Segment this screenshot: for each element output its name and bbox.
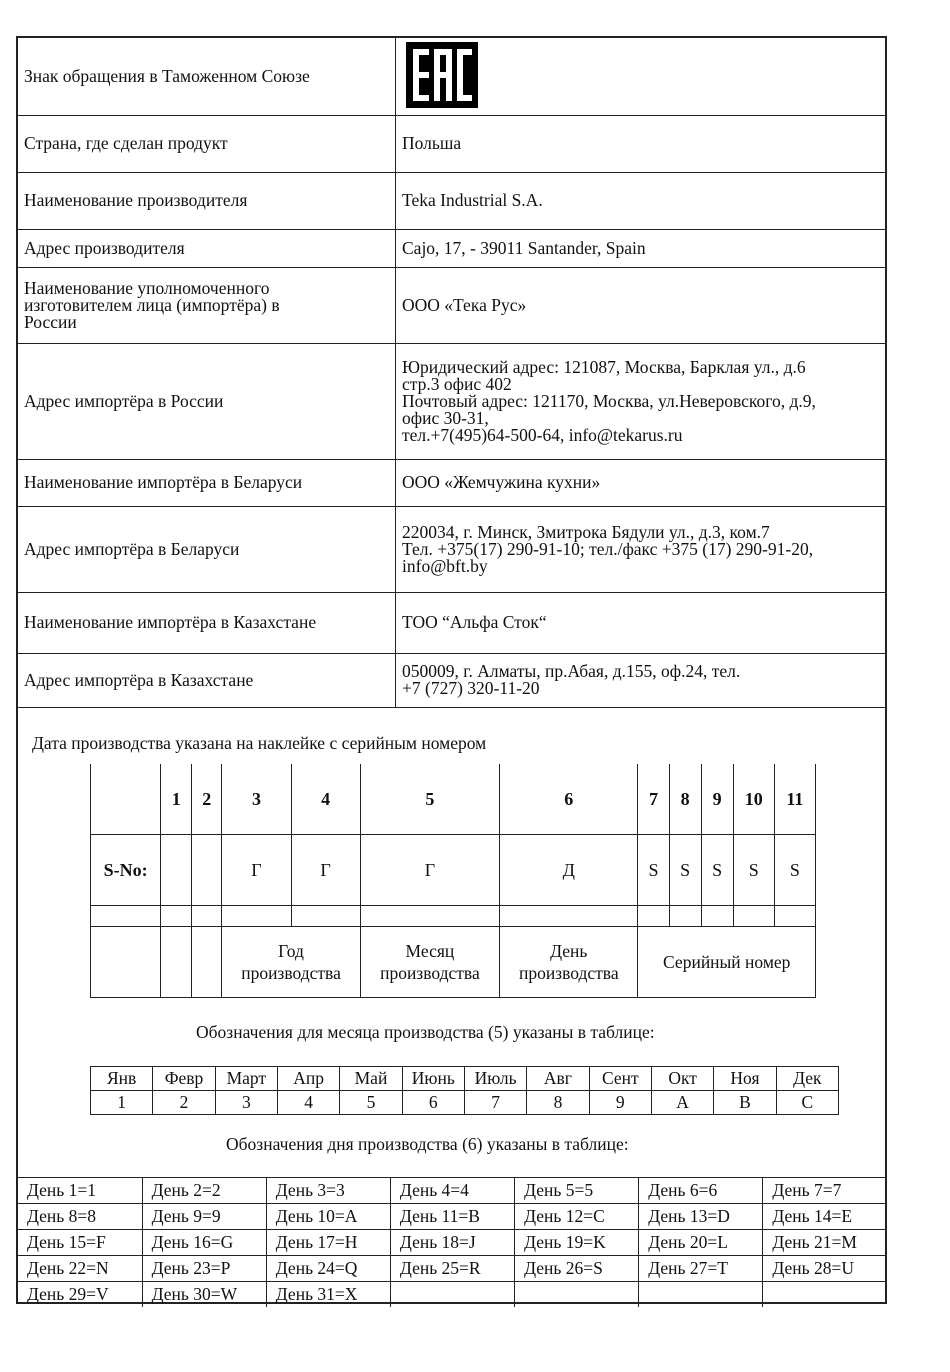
group-month: Месяц производства	[360, 927, 499, 998]
day-cell: День 12=C	[515, 1204, 639, 1230]
day-cell: День 6=6	[639, 1178, 763, 1204]
info-row	[18, 115, 885, 172]
code-cell: Г	[222, 835, 291, 906]
day-cell: День 22=N	[18, 1256, 142, 1282]
day-cell: День 31=X	[266, 1282, 390, 1308]
day-cell: День 7=7	[763, 1178, 887, 1204]
month-code: 8	[527, 1091, 589, 1115]
days-row	[18, 1282, 887, 1308]
serial-number-table	[90, 764, 816, 998]
month-code: 4	[277, 1091, 339, 1115]
info-value: ООО «Жемчужина кухни»	[396, 459, 886, 506]
month-code: 6	[402, 1091, 464, 1115]
days-row	[18, 1230, 887, 1256]
days-table	[18, 1177, 887, 1307]
info-value: Teka Industrial S.A.	[396, 172, 886, 229]
info-value	[396, 38, 886, 115]
info-row	[18, 592, 885, 653]
month-name: Сент	[589, 1067, 651, 1091]
info-row	[18, 653, 885, 707]
month-name: Авг	[527, 1067, 589, 1091]
group-day: День производства	[500, 927, 638, 998]
day-cell: День 10=A	[266, 1204, 390, 1230]
code-cell	[192, 835, 222, 906]
info-label: Адрес импортёра в Беларуси	[18, 506, 396, 592]
day-cell: День 4=4	[390, 1178, 514, 1204]
position-cell: 8	[669, 764, 701, 835]
months-table	[90, 1066, 839, 1115]
days-row	[18, 1256, 887, 1282]
month-name: Ноя	[714, 1067, 776, 1091]
month-code: 9	[589, 1091, 651, 1115]
day-cell: День 23=P	[142, 1256, 266, 1282]
day-cell: День 15=F	[18, 1230, 142, 1256]
month-code: B	[714, 1091, 776, 1115]
info-value: 220034, г. Минск, Змитрока Бядули ул., д.3, ком.7 Тел. +375(17) 290-91-10; тел./факс +375 (17) 290-91-20, info@bft.by	[396, 506, 886, 592]
day-cell: День 13=D	[639, 1204, 763, 1230]
info-label: Знак обращения в Таможенном Союзе	[18, 38, 396, 115]
info-row	[18, 229, 885, 267]
day-cell: День 25=R	[390, 1256, 514, 1282]
info-value: ООО «Тека Рус»	[396, 267, 886, 343]
position-cell: 5	[360, 764, 499, 835]
day-cell: День 11=B	[390, 1204, 514, 1230]
day-cell: День 26=S	[515, 1256, 639, 1282]
info-label: Наименование импортёра в Беларуси	[18, 459, 396, 506]
day-cell: День 29=V	[18, 1282, 142, 1308]
month-code: 3	[215, 1091, 277, 1115]
day-cell: День 18=J	[390, 1230, 514, 1256]
day-cell: День 28=U	[763, 1256, 887, 1282]
days-caption: Обозначения дня производства (6) указаны в таблице:	[226, 1134, 629, 1154]
month-code: A	[651, 1091, 713, 1115]
code-cell: Д	[500, 835, 638, 906]
info-label: Адрес производителя	[18, 229, 396, 267]
position-cell: 4	[291, 764, 360, 835]
day-cell: День 3=3	[266, 1178, 390, 1204]
serial-groups-row	[91, 927, 816, 998]
info-label: Адрес импортёра в Казахстане	[18, 653, 396, 707]
code-cell	[161, 835, 192, 906]
day-cell: День 2=2	[142, 1178, 266, 1204]
day-cell: День 14=E	[763, 1204, 887, 1230]
code-cell: S	[638, 835, 669, 906]
day-cell: День 20=L	[639, 1230, 763, 1256]
info-value: Польша	[396, 115, 886, 172]
info-label: Наименование уполномоченного изготовителем лица (импортёра) в России	[18, 267, 396, 343]
position-cell: 6	[500, 764, 638, 835]
position-cell: 9	[701, 764, 733, 835]
month-name: Июль	[464, 1067, 526, 1091]
info-row	[18, 459, 885, 506]
group-year: Год производства	[222, 927, 360, 998]
day-cell: День 27=T	[639, 1256, 763, 1282]
day-cell	[515, 1282, 639, 1308]
code-cell: Г	[291, 835, 360, 906]
month-name: Дек	[776, 1067, 838, 1091]
day-cell: День 5=5	[515, 1178, 639, 1204]
info-value: ТОО “Альфа Сток“	[396, 592, 886, 653]
code-cell: S	[669, 835, 701, 906]
months-names-row	[91, 1067, 839, 1091]
day-cell: День 8=8	[18, 1204, 142, 1230]
info-value: Юридический адрес: 121087, Москва, Барклая ул., д.6 стр.3 офис 402 Почтовый адрес: 121170, Москва, ул.Неверовского, д.9, офис 30-31, тел.+7(495)64-500-64, info@tekarus.ru	[396, 343, 886, 459]
month-name: Янв	[91, 1067, 153, 1091]
month-code: 7	[464, 1091, 526, 1115]
info-label: Адрес импортёра в России	[18, 343, 396, 459]
serial-caption: Дата производства указана на наклейке с серийным номером	[32, 733, 487, 753]
day-cell: День 30=W	[142, 1282, 266, 1308]
info-value: 050009, г. Алматы, пр.Абая, д.155, оф.24, тел. +7 (727) 320-11-20	[396, 653, 886, 707]
month-name: Окт	[651, 1067, 713, 1091]
code-cell: S	[774, 835, 815, 906]
info-row	[18, 38, 885, 115]
months-caption: Обозначения для месяца производства (5) указаны в таблице:	[196, 1022, 655, 1042]
position-cell: 7	[638, 764, 669, 835]
months-codes-row	[91, 1091, 839, 1115]
month-name: Апр	[277, 1067, 339, 1091]
days-row	[18, 1204, 887, 1230]
position-cell: 11	[774, 764, 815, 835]
day-cell: День 24=Q	[266, 1256, 390, 1282]
info-label: Наименование производителя	[18, 172, 396, 229]
month-code: 1	[91, 1091, 153, 1115]
position-cell: 10	[733, 764, 774, 835]
info-row	[18, 506, 885, 592]
serial-codes-row	[91, 835, 816, 906]
day-cell: День 17=H	[266, 1230, 390, 1256]
info-value: Cajo, 17, - 39011 Santander, Spain	[396, 229, 886, 267]
month-code: 2	[153, 1091, 215, 1115]
day-cell: День 19=K	[515, 1230, 639, 1256]
day-cell: День 16=G	[142, 1230, 266, 1256]
day-cell	[390, 1282, 514, 1308]
days-row	[18, 1178, 887, 1204]
day-cell: День 1=1	[18, 1178, 142, 1204]
product-info-table	[18, 38, 885, 708]
eac-mark-icon	[406, 42, 478, 108]
day-cell	[763, 1282, 887, 1308]
info-label: Наименование импортёра в Казахстане	[18, 592, 396, 653]
month-name: Май	[340, 1067, 402, 1091]
position-cell: 2	[192, 764, 222, 835]
serial-spacer-row	[91, 906, 816, 927]
info-label: Страна, где сделан продукт	[18, 115, 396, 172]
code-cell: S	[733, 835, 774, 906]
position-cell: 3	[222, 764, 291, 835]
serial-positions-row	[91, 764, 816, 835]
month-name: Февр	[153, 1067, 215, 1091]
info-row	[18, 267, 885, 343]
code-cell: S	[701, 835, 733, 906]
day-cell	[639, 1282, 763, 1308]
month-name: Март	[215, 1067, 277, 1091]
day-cell: День 9=9	[142, 1204, 266, 1230]
document-frame	[16, 36, 887, 1304]
info-row	[18, 172, 885, 229]
info-row	[18, 343, 885, 459]
month-name: Июнь	[402, 1067, 464, 1091]
month-code: C	[776, 1091, 838, 1115]
position-cell: 1	[161, 764, 192, 835]
month-code: 5	[340, 1091, 402, 1115]
sno-label: S-No:	[91, 835, 161, 906]
group-serial: Серийный номер	[638, 927, 816, 998]
day-cell: День 21=M	[763, 1230, 887, 1256]
code-cell: Г	[360, 835, 499, 906]
